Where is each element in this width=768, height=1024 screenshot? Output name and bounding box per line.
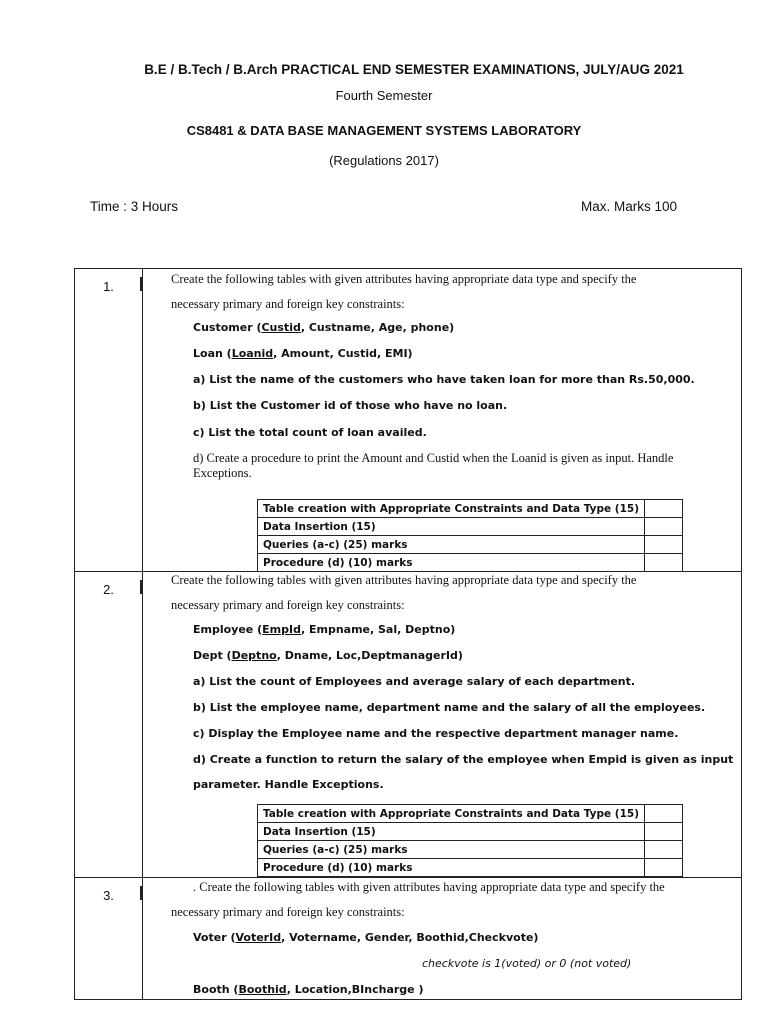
marks-label: Queries (a-c) (25) marks <box>258 841 645 859</box>
query-item-b: b) List the employee name, department name and the salary of all the employees. <box>193 701 706 714</box>
text-cursor <box>140 277 142 291</box>
marks-blank <box>645 536 683 554</box>
question-number: 1. <box>103 279 114 294</box>
marks-blank <box>645 500 683 518</box>
question-row-1 <box>75 269 741 572</box>
marks-label: Data Insertion (15) <box>258 823 645 841</box>
question-intro: Create the following tables with given attributes having appropriate data type and specify the <box>171 573 637 587</box>
query-item-d: d) Create a procedure to print the Amount and Custid when the Loanid is given as input. Handle <box>193 451 674 465</box>
marks-blank <box>645 823 683 841</box>
marks-row <box>258 859 683 877</box>
question-intro-cont: necessary primary and foreign key constraints: <box>171 297 405 311</box>
course-title: CS8481 & DATA BASE MANAGEMENT SYSTEMS LABORATORY <box>186 123 582 138</box>
text-cursor <box>140 886 142 900</box>
marks-table <box>257 499 683 572</box>
query-item-c: c) List the total count of loan availed. <box>193 426 427 439</box>
query-item-b: b) List the Customer id of those who have no loan. <box>193 399 508 412</box>
marks-label: Table creation with Appropriate Constraints and Data Type (15) <box>258 500 645 518</box>
marks-table <box>257 804 683 877</box>
marks-row <box>258 554 683 572</box>
table-definition-1: Customer (Custid, Custname, Age, phone) <box>193 321 455 334</box>
questions-table <box>74 268 742 1000</box>
exam-duration: Time : 3 Hours <box>90 199 179 214</box>
exam-title: B.E / B.Tech / B.Arch PRACTICAL END SEMESTER EXAMINATIONS, JULY/AUG 2021 <box>144 62 684 77</box>
marks-blank <box>645 554 683 572</box>
checkvote-note: checkvote is 1(voted) or 0 (not voted) <box>422 957 632 970</box>
table-definition-1: Employee (EmpId, Empname, Sal, Deptno) <box>193 623 456 636</box>
query-item-d: d) Create a function to return the salary of the employee when Empid is given as input <box>193 753 734 766</box>
marks-row <box>258 518 683 536</box>
query-item-d-cont: Exceptions. <box>193 466 252 480</box>
marks-row <box>258 841 683 859</box>
marks-label: Table creation with Appropriate Constraints and Data Type (15) <box>258 805 645 823</box>
table-definition-1: Voter (VoterId, Votername, Gender, Boothid,Checkvote) <box>193 931 539 944</box>
marks-blank <box>645 859 683 877</box>
marks-row <box>258 536 683 554</box>
question-row-2 <box>75 572 741 878</box>
text-cursor <box>140 580 142 594</box>
table-definition-2: Booth (Boothid, Location,BIncharge ) <box>193 983 424 996</box>
marks-row <box>258 805 683 823</box>
marks-label: Procedure (d) (10) marks <box>258 554 645 572</box>
regulations: (Regulations 2017) <box>329 153 439 168</box>
marks-blank <box>645 841 683 859</box>
query-item-a: a) List the count of Employees and average salary of each department. <box>193 675 636 688</box>
query-item-c: c) Display the Employee name and the respective department manager name. <box>193 727 679 740</box>
marks-blank <box>645 518 683 536</box>
query-item-d-cont: parameter. Handle Exceptions. <box>193 778 384 791</box>
marks-label: Procedure (d) (10) marks <box>258 859 645 877</box>
table-definition-2: Dept (Deptno, Dname, Loc,DeptmanagerId) <box>193 649 463 662</box>
question-intro-cont: necessary primary and foreign key constraints: <box>171 905 405 919</box>
semester: Fourth Semester <box>335 88 433 103</box>
question-intro: Create the following tables with given attributes having appropriate data type and specify the <box>171 272 637 286</box>
marks-blank <box>645 805 683 823</box>
table-definition-2: Loan (Loanid, Amount, Custid, EMI) <box>193 347 413 360</box>
marks-label: Data Insertion (15) <box>258 518 645 536</box>
question-number: 2. <box>103 582 114 597</box>
max-marks: Max. Marks 100 <box>581 199 678 214</box>
question-number: 3. <box>103 888 114 903</box>
marks-row <box>258 823 683 841</box>
question-intro: . Create the following tables with given attributes having appropriate data type and specify the <box>193 880 665 894</box>
marks-row <box>258 500 683 518</box>
marks-label: Queries (a-c) (25) marks <box>258 536 645 554</box>
query-item-a: a) List the name of the customers who have taken loan for more than Rs.50,000. <box>193 373 695 386</box>
question-intro-cont: necessary primary and foreign key constraints: <box>171 598 405 612</box>
question-row-3 <box>75 878 741 999</box>
